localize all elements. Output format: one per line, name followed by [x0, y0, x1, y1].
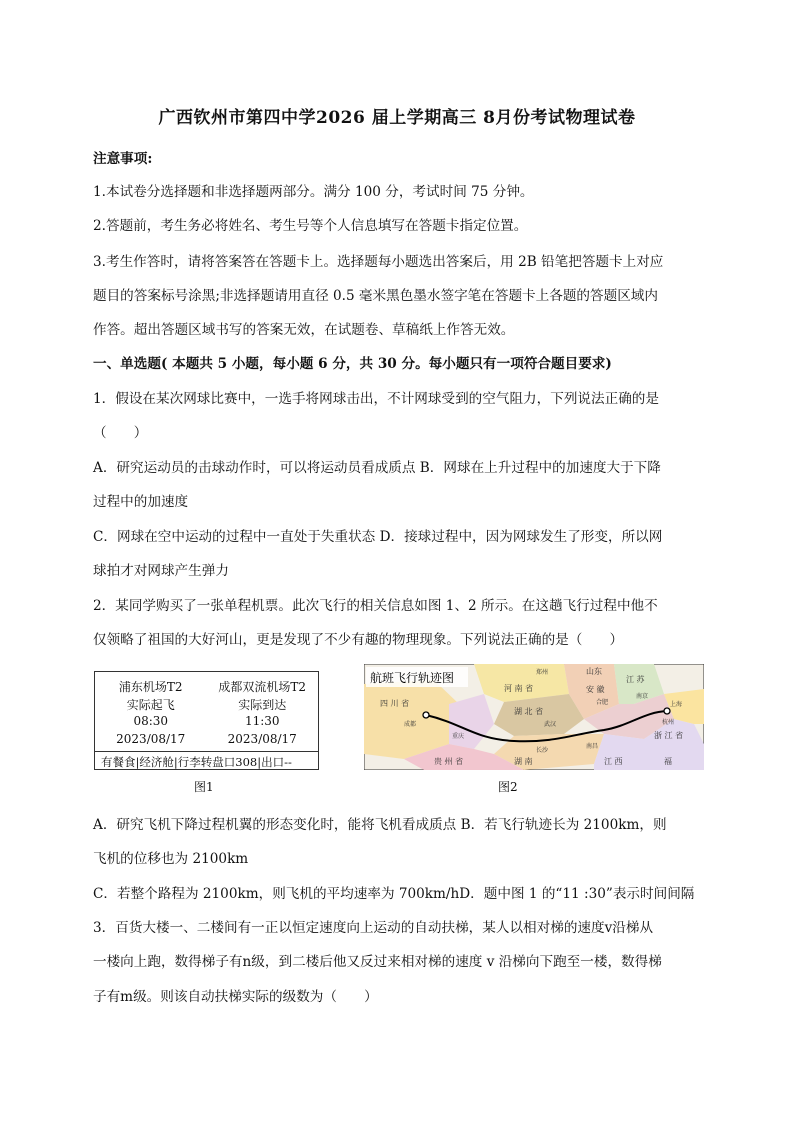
- map-label-chongqing: 重庆: [452, 733, 465, 740]
- notice-line-5: 作答。超出答题区域书写的答案无效，在试题卷、草稿纸上作答无效。: [93, 322, 515, 338]
- map-label-hefei: 合肥: [596, 699, 609, 706]
- notice-line-4: 题目的答案标号涂黑;非选择题请用直径 0.5 毫米黑色墨水签字笔在答题卡上各题的答题区域内: [93, 288, 658, 304]
- q2-option-a: A．研究飞机下降过程机翼的形态变化时，能将飞机看成质点 B．若飞行轨迹长为 2100km，则: [93, 817, 667, 833]
- map-label-shandong: 山东: [586, 667, 602, 676]
- map-label-jiangxi: 江 西: [604, 757, 623, 766]
- q2-stem-1: 2．某同学购买了一张单程机票。此次飞行的相关信息如图 1、2 所示。在这趟飞行过程中他不: [93, 598, 658, 614]
- notice-line-2: 2.答题前，考生务必将姓名、考生号等个人信息填写在答题卡指定位置。: [93, 218, 528, 234]
- map-label-hangzhou: 杭州: [662, 719, 675, 726]
- map-label-changsha: 长沙: [536, 747, 549, 754]
- map-label-fujian: 福: [664, 757, 672, 766]
- ticket-dep-date: 2023/08/17: [116, 732, 186, 746]
- map-label-anhui: 安 徽: [586, 685, 605, 694]
- map-label-zhengzhou: 郑州: [536, 669, 549, 676]
- q2-option-b-cont: 飞机的位移也为 2100km: [93, 851, 249, 867]
- flight-map-figure: [364, 664, 704, 770]
- map-label-sichuan: 四 川 省: [380, 699, 410, 708]
- notice-heading: 注意事项:: [93, 151, 153, 167]
- ticket-arr-date: 2023/08/17: [227, 732, 297, 746]
- fig1-caption: 图1: [194, 780, 214, 794]
- page-title: 广西钦州市第四中学2026 届上学期高三 8月份考试物理试卷: [158, 108, 636, 128]
- map-label-henan: 河 南 省: [504, 684, 534, 693]
- map-label-shanghai: 上海: [670, 701, 683, 708]
- q1-option-b-cont: 过程中的加速度: [93, 494, 189, 510]
- fig2-caption: 图2: [498, 780, 518, 794]
- ticket-dep-time: 08:30: [133, 714, 169, 728]
- notice-line-1: 1.本试卷分选择题和非选择题两部分。满分 100 分，考试时间 75 分钟。: [93, 184, 534, 200]
- q2-option-c: C．若整个路程为 2100km，则飞机的平均速率为 700km/hD．题中图 1 的“11 :30”表示时间间隔: [93, 886, 695, 902]
- q3-stem-3: 子有m级。则该自动扶梯实际的级数为（ ）: [93, 989, 378, 1005]
- map-label-nanjing: 南京: [636, 693, 649, 700]
- q1-blank: （ ）: [93, 425, 148, 441]
- map-label-wuhan: 武汉: [544, 721, 557, 728]
- q1-stem: 1．假设在某次网球比赛中，一选手将网球击出，不计网球受到的空气阻力，下列说法正确的是: [93, 391, 659, 407]
- ticket-from: 浦东机场T2: [118, 680, 183, 694]
- q1-option-d-cont: 球拍才对网球产生弹力: [93, 563, 229, 579]
- q3-stem-1: 3．百货大楼一、二楼间有一正以恒定速度向上运动的自动扶梯，某人以相对梯的速度v沿梯从: [93, 920, 654, 936]
- map-title: 航班飞行轨迹图: [370, 671, 455, 685]
- q3-stem-2: 一楼向上跑，数得梯子有n级，到二楼后他又反过来相对梯的速度 v 沿梯向下跑至一楼，数得梯: [93, 954, 662, 970]
- map-label-hunan: 湖 南: [514, 757, 533, 766]
- map-label-chengdu: 成都: [404, 721, 417, 728]
- ticket-footer: 有餐食|经济舱|行李转盘口308|出口--: [95, 751, 318, 770]
- q2-stem-2: 仅领略了祖国的大好河山，更是发现了不少有趣的物理现象。下列说法正确的是（ ）: [93, 632, 624, 648]
- map-label-guizhou: 贵 州 省: [434, 757, 464, 766]
- q1-option-c: C．网球在空中运动的过程中一直处于失重状态 D．接球过程中，因为网球发生了形变，所以网: [93, 529, 663, 545]
- map-label-nanchang: 南昌: [586, 743, 599, 750]
- ticket-to: 成都双流机场T2: [218, 680, 307, 694]
- q1-option-a: A．研究运动员的击球动作时，可以将运动员看成质点 B．网球在上升过程中的加速度大于下降: [93, 460, 661, 476]
- map-label-zhejiang: 浙 江 省: [654, 731, 684, 740]
- ticket-arr-time: 11:30: [244, 714, 280, 728]
- section-heading: 一、单选题( 本题共 5 小题，每小题 6 分，共 30 分。每小题只有一项符合题目要求): [93, 356, 612, 372]
- map-label-hubei: 湖 北 省: [514, 707, 544, 716]
- ticket-dep-label: 实际起飞: [126, 698, 175, 712]
- map-label-jiangsu: 江 苏: [626, 675, 645, 684]
- ticket-arr-label: 实际到达: [238, 698, 287, 712]
- ticket-figure: [94, 671, 319, 770]
- notice-line-3: 3.考生作答时，请将答案答在答题卡上。选择题每小题选出答案后，用 2B 铅笔把答题卡上对应: [93, 254, 664, 270]
